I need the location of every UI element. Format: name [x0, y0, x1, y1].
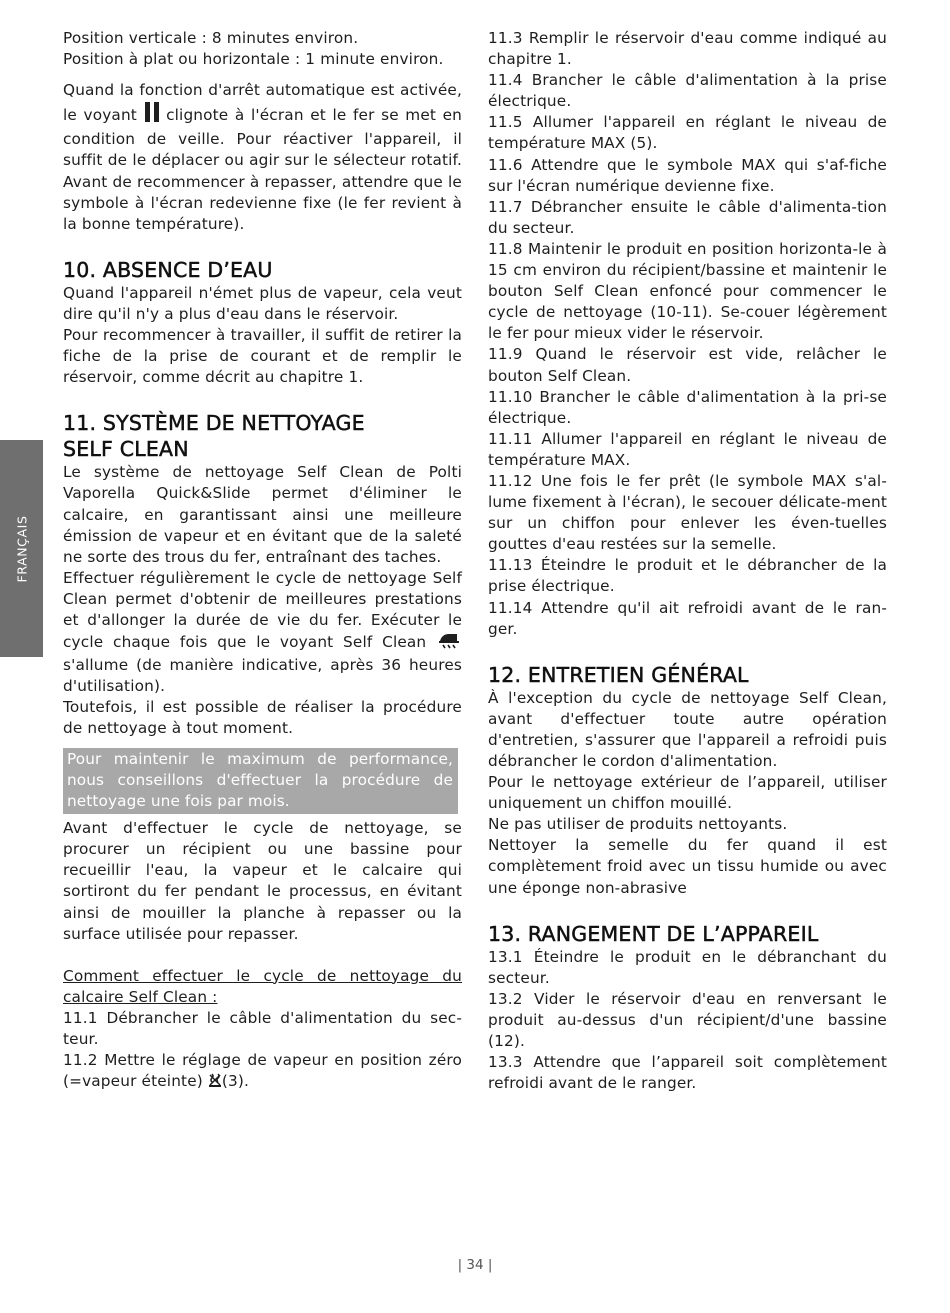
- step-11-7: 11.7 Débrancher ensuite le câble d'alimenta-tion du secteur.: [488, 197, 887, 237]
- section-11-p2: Effectuer régulièrement le cycle de nettoyage Self Clean permet d'obtenir de meilleures prestations et d'allonger la durée de vie du fer. Exécuter le cycle chaque fois que le voyant Self Clean s'allume (de manière indicative, après 36 heures d'utilisation).: [63, 568, 462, 696]
- step-11-11: 11.11 Allumer l'appareil en réglant le niveau de température MAX.: [488, 429, 887, 469]
- section-12-p2: Pour le nettoyage extérieur de l’appareil, utiliser uniquement un chiffon mouillé.: [488, 773, 887, 813]
- section-11-title: 11. SYSTÈME DE NETTOYAGE SELF CLEAN: [63, 411, 365, 462]
- step-11-10: 11.10 Brancher le câble d'alimentation à la pri-se électrique.: [488, 387, 887, 427]
- intro-flat: Position à plat ou horizontale : 1 minute environ.: [63, 50, 444, 69]
- step-11-1: 11.1 Débrancher le câble d'alimentation du sec-teur.: [63, 1008, 462, 1048]
- step-11-4: 11.4 Brancher le câble d'alimentation à la prise électrique.: [488, 71, 887, 111]
- page-number: | 34 |: [457, 1257, 493, 1273]
- intro-vertical: Position verticale : 8 minutes environ.: [63, 29, 359, 47]
- self-clean-iron-icon: [436, 631, 462, 655]
- step-11-6: 11.6 Attendre que le symbole MAX qui s'af-fiche sur l'écran numérique devienne fixe.: [488, 155, 887, 195]
- steam-off-icon: [208, 1072, 222, 1094]
- step-11-12: 11.12 Une fois le fer prêt (le symbole MAX s'al-lume fixement à l'écran), le secouer délicate-ment sur un chiffon pour enlever les éven-tuelles gouttes d'eau restées sur la semelle.: [488, 471, 887, 554]
- section-12-p4: Nettoyer la semelle du fer quand il est complètement froid avec un tissu humide ou avec une éponge non-abrasive: [488, 836, 887, 897]
- left-column: [63, 28, 462, 1094]
- tip-note-text: Pour maintenir le maximum de performance, nous conseillons d'effectuer la procédure de nettoyage une fois par mois.: [67, 749, 453, 810]
- step-13-2: 13.2 Vider le réservoir d'eau en renversant le produit au-dessus d'un récipient/d'une bassine (12).: [488, 989, 887, 1051]
- step-11-2: 11.2 Mettre le réglage de vapeur en position zéro (=vapeur éteinte) (3).: [63, 1050, 462, 1094]
- section-10-p1: Quand l'appareil n'émet plus de vapeur, cela veut dire qu'il n'y a plus d'eau dans le réservoir.: [63, 283, 462, 323]
- auto-off-paragraph: Quand la fonction d'arrêt automatique est activée, le voyant clignote à l'écran et le fer se met en condition de veille. Pour réactiver l'appareil, il suffit de le déplacer ou agir sur le sélecteur rotatif. Avant de recommencer à repasser, attendre que le symbole à l'écran redevienne fixe (le fer revient à la bonne température).: [63, 81, 463, 233]
- tip-note-box: [63, 748, 458, 815]
- step-11-3: 11.3 Remplir le réservoir d'eau comme indiqué au chapitre 1.: [488, 29, 887, 69]
- pause-bars-icon: [144, 101, 160, 129]
- step-11-13: 11.13 Éteindre le produit et le débrancher de la prise électrique.: [488, 556, 887, 596]
- howto-heading: Comment effectuer le cycle de nettoyage du calcaire Self Clean :: [63, 966, 462, 1006]
- section-12-p1: À l'exception du cycle de nettoyage Self Clean, avant d'effectuer toute autre opération d'entretien, s'assurer que l'appareil a refroidi puis débrancher le cordon d'alimentation.: [488, 688, 887, 770]
- section-13-title: 13. RANGEMENT DE L’APPAREIL: [488, 921, 819, 946]
- step-13-3: 13.3 Attendre que l’appareil soit complètement refroidi avant de le ranger.: [488, 1053, 887, 1093]
- section-11-p3: Toutefois, il est possible de réaliser la procédure de nettoyage à tout moment.: [63, 698, 462, 738]
- step-13-1: 13.1 Éteindre le produit en le débranchant du secteur.: [488, 947, 887, 987]
- section-12-title: 12. ENTRETIEN GÉNÉRAL: [488, 662, 749, 687]
- step-11-8: 11.8 Maintenir le produit en position horizonta-le à 15 cm environ du récipient/bassine et maintenir le bouton Self Clean enfoncé pour commencer le cycle de nettoyage (10-11). Se-couer légèrement le fer pour mieux vider le réservoir.: [488, 239, 887, 343]
- section-11-p4: Avant d'effectuer le cycle de nettoyage, se procurer un récipient ou une bassine pour recueillir l'eau, la vapeur et le calcaire qui sortiront du fer pendant le processus, en évitant ainsi de mouiller la planche à repasser ou la surface utilisée pour repasser.: [63, 819, 462, 943]
- language-label: FRANÇAIS: [14, 515, 29, 582]
- right-column: [488, 28, 887, 1094]
- section-10-title: 10. ABSENCE D’EAU: [63, 257, 273, 282]
- section-11-p1: Le système de nettoyage Self Clean de Polti Vaporella Quick&Slide permet d'éliminer le calcaire, en garantissant ainsi une meilleure émission de vapeur et en évitant que de la saleté ne sorte des trous du fer, entraînant des taches.: [63, 463, 462, 566]
- section-10-p2: Pour recommencer à travailler, il suffit de retirer la fiche de la prise de courant et de remplir le réservoir, comme décrit au chapitre 1.: [63, 326, 462, 387]
- section-12-p3: Ne pas utiliser de produits nettoyants.: [488, 815, 788, 834]
- step-11-5: 11.5 Allumer l'appareil en réglant le niveau de température MAX (5).: [488, 113, 887, 153]
- language-side-tab: [0, 440, 43, 657]
- step-11-14: 11.14 Attendre qu'il ait refroidi avant de le ran-ger.: [488, 598, 887, 638]
- step-11-9: 11.9 Quand le réservoir est vide, relâcher le bouton Self Clean.: [488, 345, 887, 385]
